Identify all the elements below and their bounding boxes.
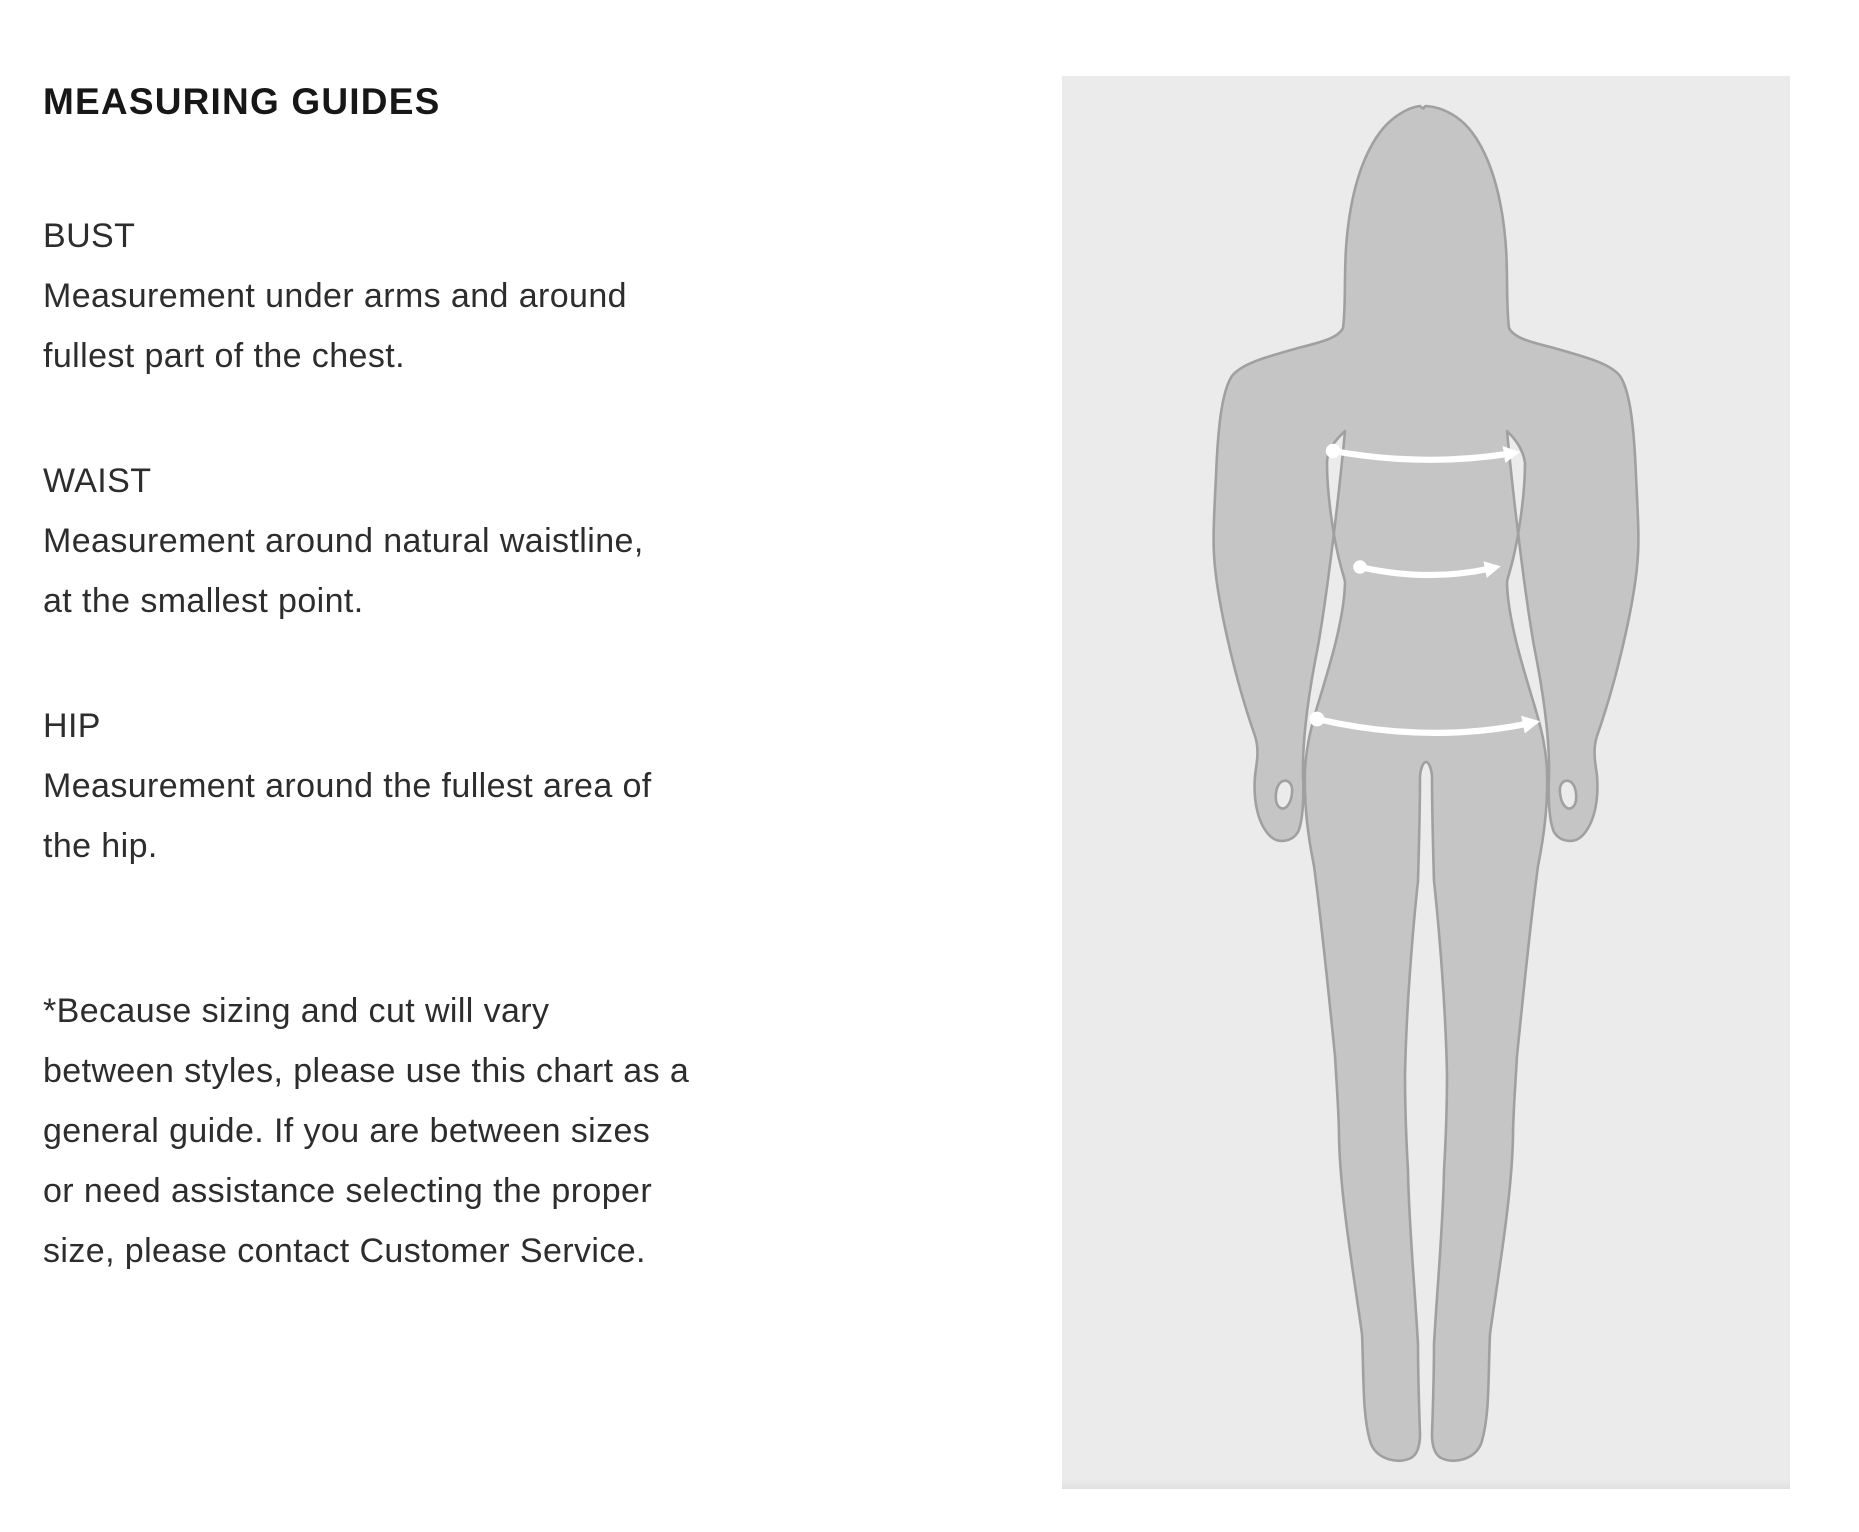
- guide-description-line: fullest part of the chest.: [43, 337, 405, 375]
- bust-arrow-head: [1503, 446, 1521, 463]
- guide-description-line: at the smallest point.: [43, 582, 364, 620]
- guide-description-line: the hip.: [43, 827, 158, 865]
- disclaimer-line: general guide. If you are between sizes: [43, 1112, 651, 1150]
- disclaimer-line: or need assistance selecting the proper: [43, 1172, 653, 1210]
- guide-description-line: Measurement under arms and around: [43, 277, 627, 315]
- guide-title-bust: BUST: [43, 217, 136, 255]
- guide-description-line: Measurement around the fullest area of: [43, 767, 652, 805]
- sizing-disclaimer: [43, 981, 903, 1281]
- disclaimer-line: between styles, please use this chart as a: [43, 1052, 690, 1090]
- disclaimer-line: *Because sizing and cut will vary: [43, 992, 550, 1030]
- guide-description-line: Measurement around natural waistline,: [43, 522, 644, 560]
- guide-section-waist: [43, 451, 893, 631]
- guide-title-waist: WAIST: [43, 462, 152, 500]
- guide-title-hip: HIP: [43, 707, 101, 745]
- measuring-guides-text: [43, 206, 893, 941]
- guide-section-hip: [43, 696, 893, 876]
- guide-section-bust: [43, 206, 893, 386]
- figure-panel: [1062, 76, 1790, 1489]
- measuring-figure: [1062, 76, 1790, 1489]
- disclaimer-line: size, please contact Customer Service.: [43, 1232, 646, 1270]
- body-silhouette-icon: [1214, 106, 1639, 1461]
- page-title: MEASURING GUIDES: [43, 80, 441, 122]
